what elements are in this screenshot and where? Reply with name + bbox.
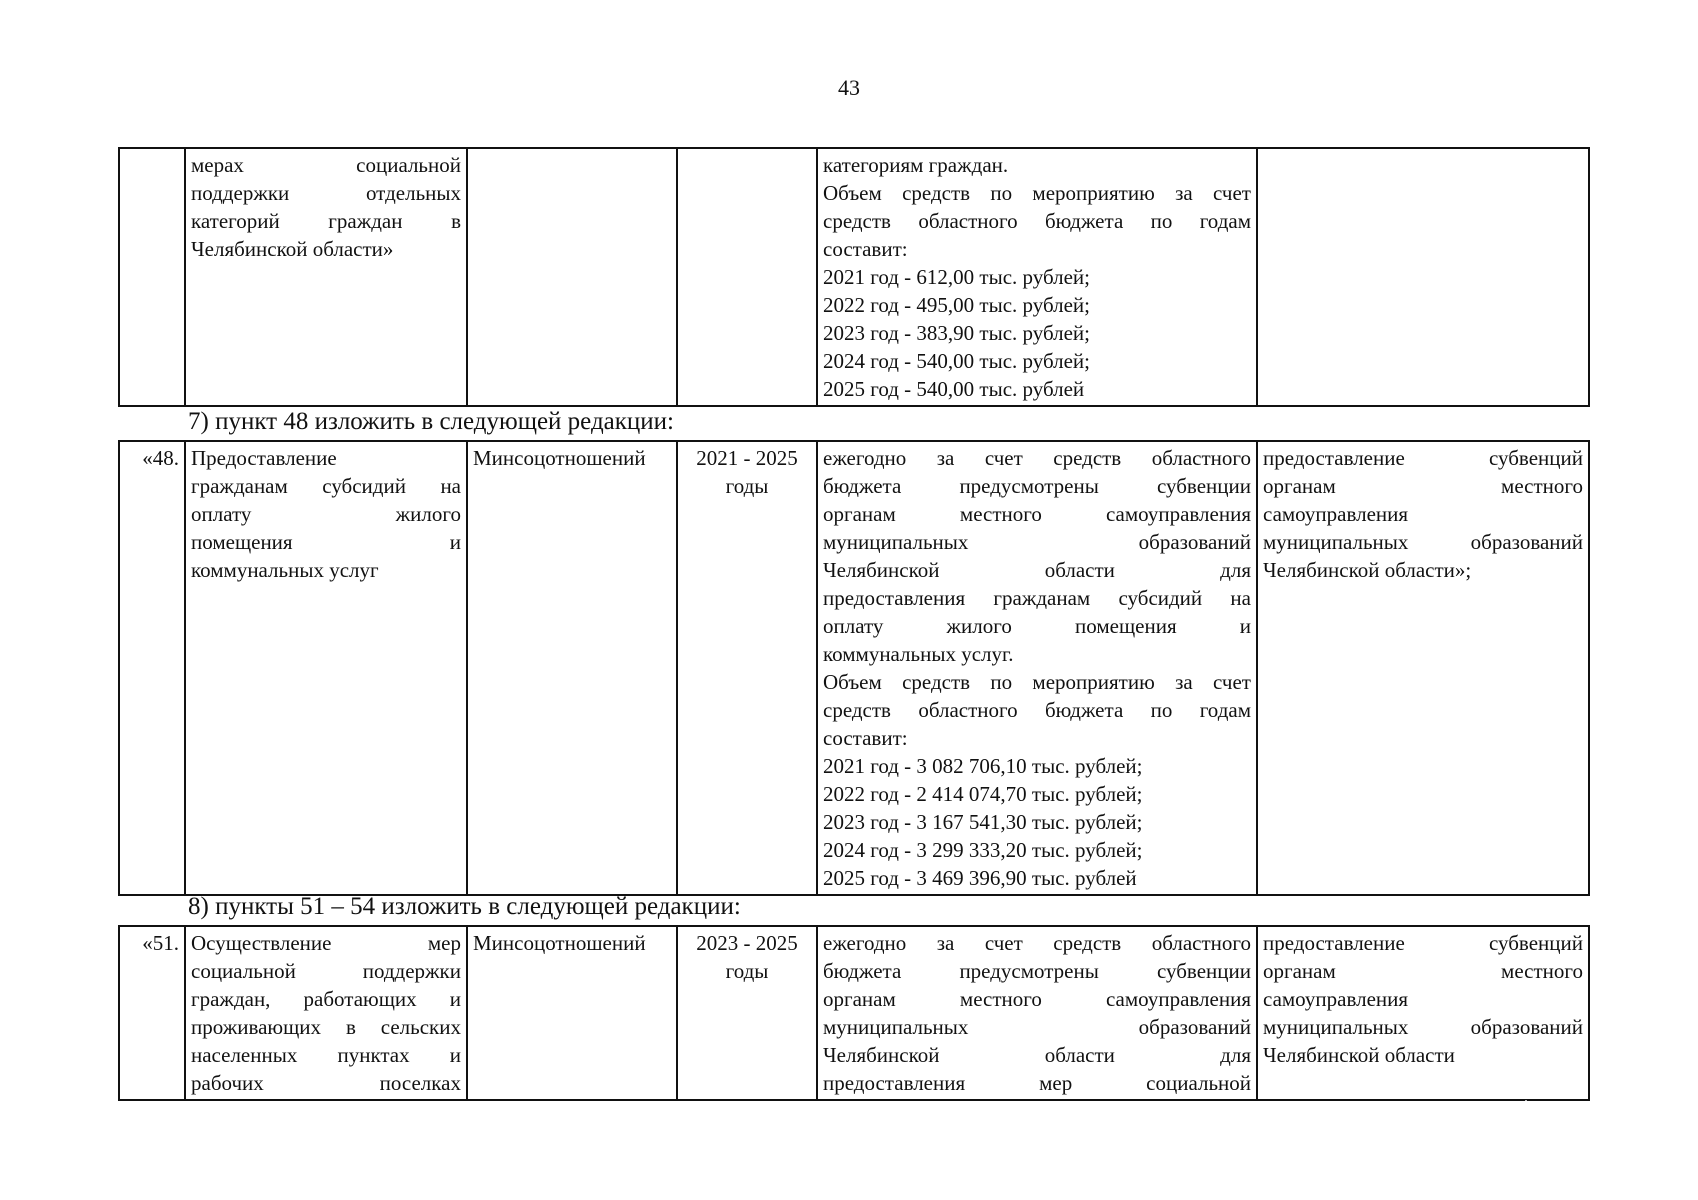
description-line: 2024 год - 3 299 333,20 тыс. рублей; (823, 838, 1143, 862)
name-line: мерах социальной (191, 153, 461, 177)
description-line: 2022 год - 495,00 тыс. рублей; (823, 293, 1091, 317)
description-line: предоставления гражданам субсидий на (823, 586, 1251, 610)
result-line: самоуправления (1263, 987, 1409, 1011)
result-line: Челябинской области (1263, 1043, 1455, 1067)
cell-executor: Минсоцотношений (467, 441, 677, 895)
table-row (119, 926, 1589, 1100)
cell-period (677, 148, 817, 406)
description-line: категориям граждан. (823, 153, 1009, 177)
description-line: 2021 год - 612,00 тыс. рублей; (823, 265, 1091, 289)
description-line: 2023 год - 3 167 541,30 тыс. рублей; (823, 810, 1143, 834)
name-line: помещения и (191, 530, 461, 554)
table-row (119, 148, 1589, 406)
result-line: муниципальных образований (1263, 1015, 1583, 1039)
table-item-51 (118, 925, 1590, 1101)
description-line: оплату жилого помещения и (823, 614, 1251, 638)
cell-result (1257, 926, 1589, 1100)
period-line: годы (725, 474, 769, 498)
cell-name (185, 441, 467, 895)
cell-result (1257, 148, 1589, 406)
name-line: населенных пунктах и (191, 1043, 461, 1067)
description-line: муниципальных образований (823, 530, 1251, 554)
cell-executor: Минсоцотношений (467, 926, 677, 1100)
name-line: рабочих поселках (191, 1071, 461, 1095)
cell-number (119, 148, 185, 406)
description-line: средств областного бюджета по годам (823, 209, 1251, 233)
result-line: органам местного (1263, 474, 1583, 498)
cell-period (677, 926, 817, 1100)
description-line: 2024 год - 540,00 тыс. рублей; (823, 349, 1091, 373)
description-line: 2025 год - 540,00 тыс. рублей (823, 377, 1085, 401)
cell-executor (467, 148, 677, 406)
description-line: 2022 год - 2 414 074,70 тыс. рублей; (823, 782, 1143, 806)
name-line: проживающих в сельских (191, 1015, 461, 1039)
description-line: ежегодно за счет средств областного (823, 931, 1251, 955)
name-line: Челябинской области» (191, 237, 394, 261)
table-continuation (118, 147, 1590, 407)
cell-description (817, 926, 1257, 1100)
table-row (119, 441, 1589, 895)
name-line: Осуществление мер (191, 931, 461, 955)
description-line: 2025 год - 3 469 396,90 тыс. рублей (823, 866, 1137, 890)
description-line: ежегодно за счет средств областного (823, 446, 1251, 470)
result-line: предоставление субвенций (1263, 931, 1583, 955)
instruction-item-8: 8) пункты 51 – 54 изложить в следующей редакции: (188, 893, 741, 920)
description-line: составит: (823, 726, 908, 750)
result-line: предоставление субвенций (1263, 446, 1583, 470)
result-line: самоуправления (1263, 502, 1409, 526)
cell-name (185, 926, 467, 1100)
description-line: бюджета предусмотрены субвенции (823, 959, 1251, 983)
description-line: коммунальных услуг. (823, 642, 1014, 666)
instruction-item-7: 7) пункт 48 изложить в следующей редакции: (188, 408, 674, 435)
name-line: поддержки отдельных (191, 181, 461, 205)
description-line: бюджета предусмотрены субвенции (823, 474, 1251, 498)
description-line: 2021 год - 3 082 706,10 тыс. рублей; (823, 754, 1143, 778)
description-line: Объем средств по мероприятию за счет (823, 181, 1251, 205)
name-line: гражданам субсидий на (191, 474, 461, 498)
period-line: 2021 - 2025 (696, 446, 798, 470)
description-line: Объем средств по мероприятию за счет (823, 670, 1251, 694)
result-line: органам местного (1263, 959, 1583, 983)
period-line: годы (725, 959, 769, 983)
period-line: 2023 - 2025 (696, 931, 798, 955)
description-line: 2023 год - 383,90 тыс. рублей; (823, 321, 1091, 345)
description-line: Челябинской области для (823, 1043, 1251, 1067)
result-line: Челябинской области»; (1263, 558, 1472, 582)
description-line: Челябинской области для (823, 558, 1251, 582)
cell-description (817, 148, 1257, 406)
description-line: составит: (823, 237, 908, 261)
name-line: коммунальных услуг (191, 558, 379, 582)
name-line: социальной поддержки (191, 959, 461, 983)
cell-result (1257, 441, 1589, 895)
scan-artifact (1525, 1100, 1527, 1101)
description-line: органам местного самоуправления (823, 987, 1251, 1011)
cell-period (677, 441, 817, 895)
name-line: категорий граждан в (191, 209, 461, 233)
table-item-48 (118, 440, 1590, 896)
result-line: муниципальных образований (1263, 530, 1583, 554)
cell-description (817, 441, 1257, 895)
cell-number: «51. (119, 926, 185, 1100)
description-line: органам местного самоуправления (823, 502, 1251, 526)
cell-name (185, 148, 467, 406)
name-line: оплату жилого (191, 502, 461, 526)
cell-number: «48. (119, 441, 185, 895)
page-number: 43 (838, 75, 860, 100)
description-line: предоставления мер социальной (823, 1071, 1251, 1095)
description-line: муниципальных образований (823, 1015, 1251, 1039)
description-line: средств областного бюджета по годам (823, 698, 1251, 722)
name-line: Предоставление (191, 446, 337, 470)
name-line: граждан, работающих и (191, 987, 461, 1011)
